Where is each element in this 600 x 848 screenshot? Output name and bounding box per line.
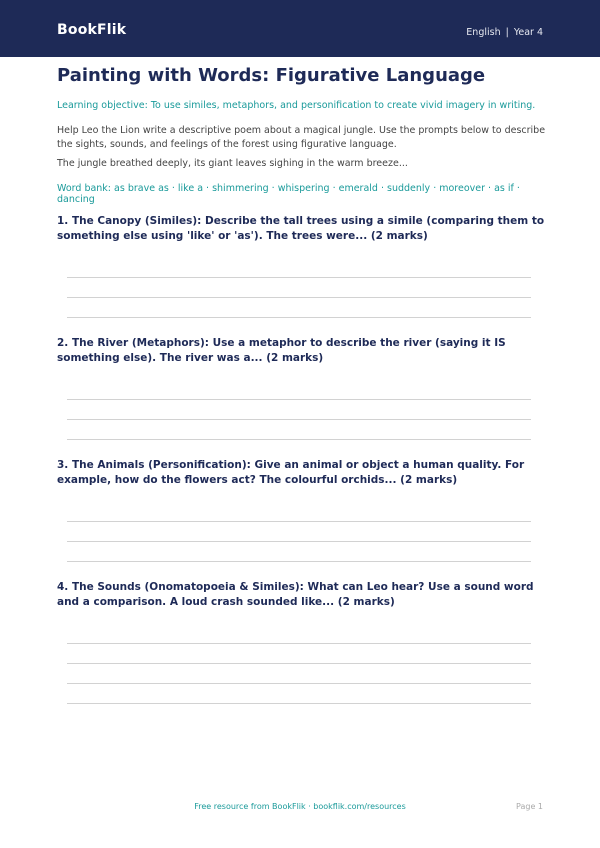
answer-line[interactable] xyxy=(67,439,531,440)
word-bank: Word bank: as brave as · like a · shimmering · whispering · emerald · suddenly · moreover · as if · dancing xyxy=(57,183,520,205)
subject-label: English xyxy=(466,27,501,38)
question-1: 1. The Canopy (Similes): Describe the tall trees using a simile (comparing them to something else using 'like' or 'as'). The trees were... (2 marks) xyxy=(57,215,545,242)
answer-line[interactable] xyxy=(67,317,531,318)
answer-line[interactable] xyxy=(67,297,531,298)
subject-year-label xyxy=(466,27,543,38)
year-label: Year 4 xyxy=(513,27,543,38)
intro-text: Help Leo the Lion write a descriptive poem about a magical jungle. Use the prompts below to describe the sights, sounds, and feelings of the forest using figurative language. xyxy=(57,125,546,150)
story-opener: The jungle breathed deeply, its giant leaves sighing in the warm breeze... xyxy=(57,158,408,169)
header-separator: | xyxy=(505,27,509,38)
footer-credit: Free resource from BookFlik · bookflik.com/resources xyxy=(194,802,406,811)
answer-line[interactable] xyxy=(67,703,531,704)
answer-line[interactable] xyxy=(67,561,531,562)
answer-line[interactable] xyxy=(67,541,531,542)
brand-logo: BookFlik xyxy=(57,22,127,38)
question-2: 2. The River (Metaphors): Use a metaphor to describe the river (saying it IS something else). The river was a... (2 marks) xyxy=(57,337,506,364)
answer-line[interactable] xyxy=(67,683,531,684)
page-header xyxy=(0,0,600,57)
answer-line[interactable] xyxy=(67,643,531,644)
answer-line[interactable] xyxy=(67,419,531,420)
answer-line[interactable] xyxy=(67,399,531,400)
page-number: Page 1 xyxy=(516,802,543,811)
answer-line[interactable] xyxy=(67,521,531,522)
question-3: 3. The Animals (Personification): Give an animal or object a human quality. For example, how do the flowers act? The colourful orchids... (2 marks) xyxy=(57,459,525,486)
answer-line[interactable] xyxy=(67,663,531,664)
answer-line[interactable] xyxy=(67,277,531,278)
learning-objective: Learning objective: To use similes, metaphors, and personification to create vivid imagery in writing. xyxy=(57,100,536,111)
page-title: Painting with Words: Figurative Language xyxy=(57,65,486,86)
question-4: 4. The Sounds (Onomatopoeia & Similes): What can Leo hear? Use a sound word and a comparison. A loud crash sounded like... (2 marks) xyxy=(57,581,534,608)
